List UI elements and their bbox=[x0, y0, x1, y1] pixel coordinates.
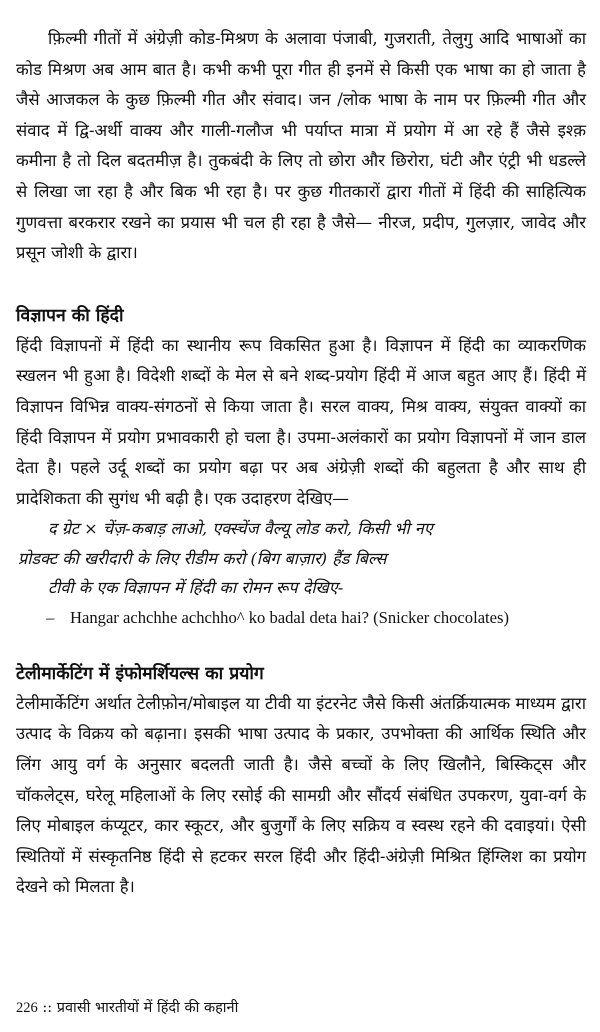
telemarketing-paragraph: टेलीमार्केटिंग अर्थात टेलीफ़ोन/मोबाइल या टीवी या इंटरनेट जैसे किसी अंतर्क्रियात्मक माध्यम द्वारा उत्पाद के विक्रय को बढ़ाना। इसकी भाषा उत्पाद के प्रकार, उपभोक्ता की आर्थिक स्थिति और लिंग आयु वर्ग के अनुसार बदलती जाती है। जैसे बच्चों के लिए खिलौने, बिस्किट्स और चॉकलेट्स, घरेलू महिलाओं के लिए रसोई की सामग्री और सौंदर्य संबंधित उपकरण, युवा-वर्ग के लिए मोबाइल कंप्यूटर, कार स्कूटर, और बुजुर्गों के लिए सक्रिय व स्वस्थ रहने की दवाइयां। ऐसी स्थितियों में संस्कृतनिष्ठ हिंदी से हटकर सरल हिंदी और हिंदी-अंग्रेज़ी मिश्रित हिंग्लिश का प्रयोग देखने को मिलता है। bbox=[16, 693, 586, 897]
ad-example-line-3: टीवी के एक विज्ञापन में हिंदी का रोमन रूप देखिए- bbox=[48, 578, 344, 598]
section-heading-advertising: विज्ञापन की हिंदी bbox=[16, 305, 124, 326]
roman-example-text: Hangar achchhe achchho^ ko badal deta hai? (Snicker chocolates) bbox=[70, 607, 510, 627]
page-number: 226 bbox=[16, 1000, 38, 1016]
ad-example-line-2: प्रोडक्ट की खरीदारी के लिए रीडीम करो (बिग बाज़ार) हैंड बिल्स bbox=[18, 548, 387, 568]
roman-example-dash: – bbox=[46, 607, 55, 627]
roman-example-line bbox=[16, 603, 586, 633]
intro-paragraph: फ़िल्मी गीतों में अंग्रेज़ी कोड-मिश्रण के अलावा पंजाबी, गुजराती, तेलुगु आदि भाषाओं का कोड मिश्रण अब आम बात है। कभी कभी पूरा गीत ही इनमें से किसी एक भाषा का हो जाता है जैसे आजकल के कुछ फ़िल्मी गीत और संवाद। जन /लोक भाषा के नाम पर फ़िल्मी गीत और संवाद में द्वि-अर्थी वाक्य और गाली-गलौज भी पर्याप्त मात्रा में प्रयोग में आ रहे हैं जैसे इश्क़ कमीना है तो दिल बदतमीज़ है। तुकबंदी के लिए तो छोरा और छिरोरा, घंटी और एंट्री भी धडल्ले से लिखा जा रहा है और बिक भी रहा है। पर कुछ गीतकारों द्वारा गीतों में हिंदी की साहित्यिक गुणवत्ता बरकरार रखने का प्रयास भी चल ही रहा है जैसे— नीरज, प्रदीप, गुलज़ार, जावेद और प्रसून जोशी के द्वारा। bbox=[16, 29, 586, 263]
book-title: प्रवासी भारतीयों में हिंदी की कहानी bbox=[56, 1000, 239, 1016]
page-footer bbox=[16, 998, 238, 1018]
footer-separator: :: bbox=[42, 1000, 53, 1016]
document-page bbox=[16, 8, 586, 1024]
ad-example-line-1: द ग्रेट × चेंज़-कबाड़ लाओ, एक्स्चेंज वैल्यू लोड करो, किसी भी नए bbox=[48, 519, 433, 539]
advertising-paragraph: हिंदी विज्ञापनों में हिंदी का स्थानीय रूप विकसित हुआ है। विज्ञापन में हिंदी का व्याकरणिक स्खलन भी हुआ है। विदेशी शब्दों के मेल से बने शब्द-प्रयोग हिंदी में आज बहुत आए हैं। हिंदी में विज्ञापन विभिन्न वाक्य-संगठनों से किया जाता है। सरल वाक्य, मिश्र वाक्य, संयुक्त वाक्यों का हिंदी विज्ञापन में प्रयोग प्रभावकारी हो चला है। उपमा-अलंकारों का प्रयोग विज्ञापनों में जान डाल देता है। पहले उर्दू शब्दों का प्रयोग बढ़ा पर अब अंग्रेज़ी शब्दों की बहुलता है और साथ ही प्रादेशिकता की सुगंध भी बढ़ी है। एक उदाहरण देखिए— bbox=[16, 335, 586, 508]
section-heading-telemarketing: टेलीमार्केटिंग में इंफोमर्शियल्स का प्रयोग bbox=[16, 663, 264, 684]
